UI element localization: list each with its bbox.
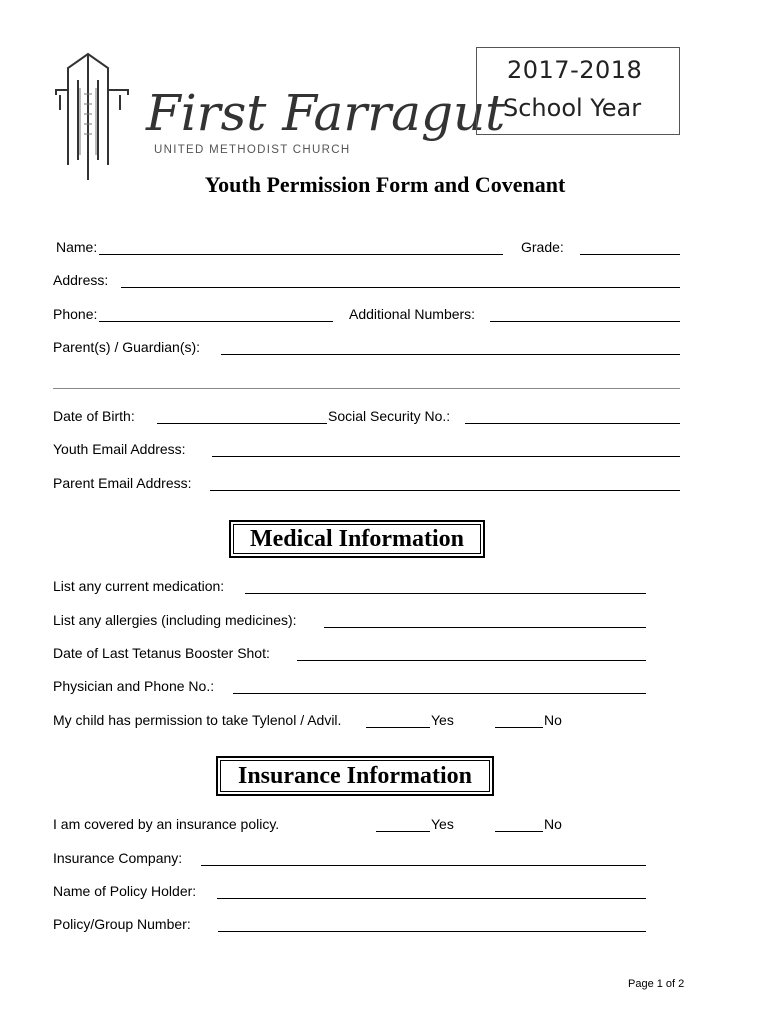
additional-numbers-field[interactable] bbox=[490, 321, 680, 322]
church-logo bbox=[50, 50, 506, 185]
parent-email-label: Parent Email Address: bbox=[53, 475, 192, 491]
tylenol-yes-field[interactable] bbox=[366, 727, 430, 728]
parents-field-line-2[interactable] bbox=[53, 388, 680, 389]
address-label: Address: bbox=[53, 272, 109, 288]
tylenol-no-label: No bbox=[544, 712, 562, 728]
ssn-field[interactable] bbox=[465, 423, 680, 424]
parents-label: Parent(s) / Guardian(s): bbox=[53, 339, 201, 355]
covered-no-label: No bbox=[544, 816, 562, 832]
policy-holder-label: Name of Policy Holder: bbox=[53, 883, 197, 899]
insurance-company-label: Insurance Company: bbox=[53, 850, 183, 866]
medical-section-heading: Medical Information bbox=[229, 520, 485, 558]
covered-yes-field[interactable] bbox=[376, 831, 430, 832]
additional-numbers-label: Additional Numbers: bbox=[349, 306, 476, 322]
phone-label: Phone: bbox=[53, 306, 98, 322]
covered-label: I am covered by an insurance policy. bbox=[53, 816, 280, 832]
school-year-label: School Year bbox=[503, 94, 642, 122]
physician-label: Physician and Phone No.: bbox=[53, 678, 215, 694]
tylenol-label: My child has permission to take Tylenol / Advil. bbox=[53, 712, 342, 728]
dob-label: Date of Birth: bbox=[53, 408, 135, 424]
tylenol-yes-label: Yes bbox=[431, 712, 454, 728]
physician-field[interactable] bbox=[233, 693, 646, 694]
school-year-range: 2017-2018 bbox=[507, 56, 643, 84]
insurance-company-field[interactable] bbox=[201, 865, 646, 866]
logo-subtitle: UNITED METHODIST CHURCH bbox=[154, 144, 351, 156]
grade-field[interactable] bbox=[580, 254, 680, 255]
cross-building-icon bbox=[50, 50, 506, 185]
medication-label: List any current medication: bbox=[53, 578, 225, 594]
dob-field[interactable] bbox=[157, 423, 327, 424]
policy-number-label: Policy/Group Number: bbox=[53, 916, 191, 932]
policy-number-field[interactable] bbox=[218, 931, 646, 932]
tylenol-no-field[interactable] bbox=[495, 727, 543, 728]
policy-holder-field[interactable] bbox=[217, 898, 646, 899]
medication-field[interactable] bbox=[245, 593, 646, 594]
covered-yes-label: Yes bbox=[431, 816, 454, 832]
tetanus-label: Date of Last Tetanus Booster Shot: bbox=[53, 645, 270, 661]
parent-email-field[interactable] bbox=[210, 490, 680, 491]
tetanus-field[interactable] bbox=[297, 660, 646, 661]
logo-wordmark: First Farragut bbox=[146, 84, 506, 142]
allergies-label: List any allergies (including medicines): bbox=[53, 612, 297, 628]
name-label: Name: bbox=[56, 239, 98, 255]
youth-email-field[interactable] bbox=[212, 456, 680, 457]
school-year-box bbox=[476, 47, 680, 135]
page-number: Page 1 of 2 bbox=[628, 978, 685, 990]
page-title: Youth Permission Form and Covenant bbox=[204, 172, 566, 197]
phone-field[interactable] bbox=[99, 321, 333, 322]
address-field[interactable] bbox=[121, 287, 680, 288]
youth-email-label: Youth Email Address: bbox=[53, 441, 186, 457]
parents-field[interactable] bbox=[221, 354, 680, 355]
covered-no-field[interactable] bbox=[495, 831, 543, 832]
name-field[interactable] bbox=[99, 254, 503, 255]
grade-label: Grade: bbox=[521, 239, 564, 255]
ssn-label: Social Security No.: bbox=[328, 408, 451, 424]
allergies-field[interactable] bbox=[324, 627, 646, 628]
insurance-section-heading: Insurance Information bbox=[216, 756, 494, 796]
